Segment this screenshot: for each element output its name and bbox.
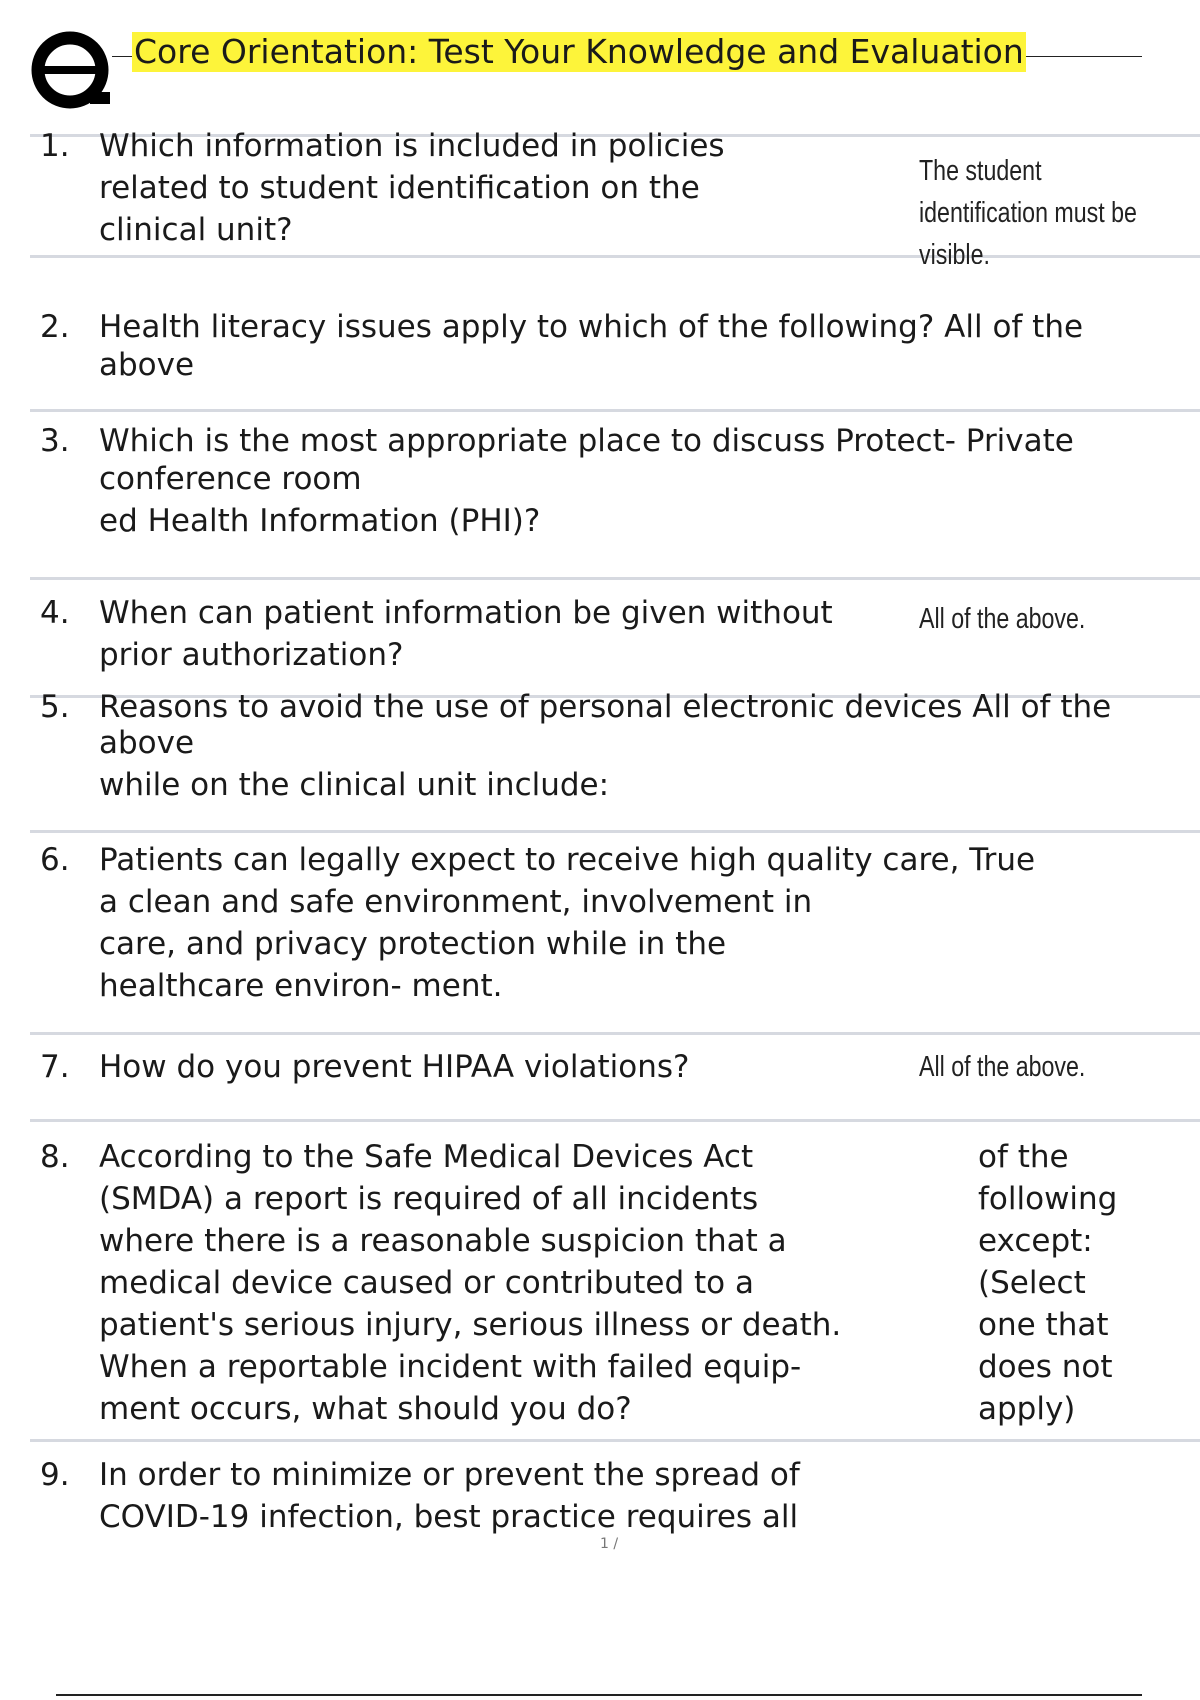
page-header	[0, 0, 1200, 120]
question-row-3	[30, 412, 1200, 580]
question-line: healthcare environ- ment.	[99, 968, 503, 1004]
question-row-9	[30, 1442, 1200, 1542]
question-line: medical device caused or contributed to a	[99, 1265, 754, 1301]
page-number: 1 /	[600, 1536, 619, 1552]
question-line: (SMDA) a report is required of all incidents	[99, 1181, 759, 1217]
question-line: When a reportable incident with failed equip-	[99, 1349, 802, 1385]
document-title: Core Orientation: Test Your Knowledge and Evaluation	[134, 32, 1024, 71]
question-text	[99, 839, 1035, 1007]
question-number: 4.	[40, 595, 70, 631]
question-line: COVID-19 infection, best practice requires all	[99, 1499, 799, 1535]
question-line: Which is the most appropriate place to discuss Protect- Private	[99, 423, 1074, 459]
question-text	[99, 1046, 690, 1088]
answer-text	[919, 1046, 1085, 1088]
question-number: 1.	[40, 128, 70, 164]
q-letter-logo-icon	[30, 30, 114, 114]
answer-line: except:	[978, 1223, 1093, 1259]
question-text	[99, 592, 833, 676]
question-text	[99, 686, 1111, 806]
question-line: above	[99, 347, 195, 383]
question-line: How do you prevent HIPAA violations?	[99, 1049, 690, 1085]
answer-text	[978, 1136, 1117, 1430]
question-number: 8.	[40, 1139, 70, 1175]
question-line: above	[99, 725, 195, 761]
answer-line: All of the above.	[919, 603, 1086, 635]
answer-line: (Select	[978, 1265, 1086, 1301]
question-line: Reasons to avoid the use of personal electronic devices All of the	[99, 689, 1112, 725]
question-text	[99, 1454, 800, 1538]
question-line: Which information is included in policies	[99, 128, 725, 164]
answer-line: The student	[919, 155, 1042, 187]
question-line: ed Health Information (PHI)?	[99, 503, 541, 539]
answer-text	[919, 150, 1137, 264]
question-row-8	[30, 1122, 1200, 1442]
question-row-4	[30, 580, 1200, 698]
question-line: prior authorization?	[99, 637, 404, 673]
question-number: 3.	[40, 423, 70, 459]
answer-line: All of the above.	[919, 1051, 1086, 1083]
question-line: Health literacy issues apply to which of the following? All of the	[99, 309, 1084, 345]
question-number: 9.	[40, 1457, 70, 1493]
answer-line: of the	[978, 1139, 1069, 1175]
question-line: In order to minimize or prevent the spread of	[99, 1457, 800, 1493]
question-line: clinical unit?	[99, 212, 293, 248]
question-line: patient's serious injury, serious illness or death.	[99, 1307, 842, 1343]
question-row-6	[30, 833, 1200, 1035]
question-line: When can patient information be given without	[99, 595, 833, 631]
answer-line: one that	[978, 1307, 1109, 1343]
question-row-5	[30, 689, 1200, 833]
question-line: care, and privacy protection while in the	[99, 926, 727, 962]
answer-line: visible.	[919, 239, 990, 264]
question-number: 2.	[40, 309, 70, 345]
question-line: while on the clinical unit include:	[99, 767, 610, 803]
question-line: According to the Safe Medical Devices Act	[99, 1139, 754, 1175]
question-row-2	[30, 258, 1200, 412]
question-text	[99, 125, 725, 251]
question-text	[99, 420, 1074, 542]
answer-line: identification must be	[919, 197, 1137, 229]
answer-line: does not	[978, 1349, 1113, 1385]
footer-rule	[56, 1694, 1142, 1696]
question-line: where there is a reasonable suspicion that a	[99, 1223, 787, 1259]
question-number: 7.	[40, 1049, 70, 1085]
question-number: 5.	[40, 689, 70, 725]
question-line: ment occurs, what should you do?	[99, 1391, 632, 1427]
question-line: related to student identification on the	[99, 170, 700, 206]
answer-text	[919, 598, 1085, 640]
question-line: conference room	[99, 461, 362, 497]
answer-line: apply)	[978, 1391, 1076, 1427]
question-line: Patients can legally expect to receive high quality care, True	[99, 842, 1036, 878]
question-number: 6.	[40, 842, 70, 878]
question-text	[99, 306, 1083, 386]
question-row-1	[30, 128, 1200, 264]
question-text	[99, 1136, 841, 1430]
question-line: a clean and safe environment, involvement in	[99, 884, 813, 920]
question-row-7	[30, 1035, 1200, 1122]
answer-line: following	[978, 1181, 1118, 1217]
